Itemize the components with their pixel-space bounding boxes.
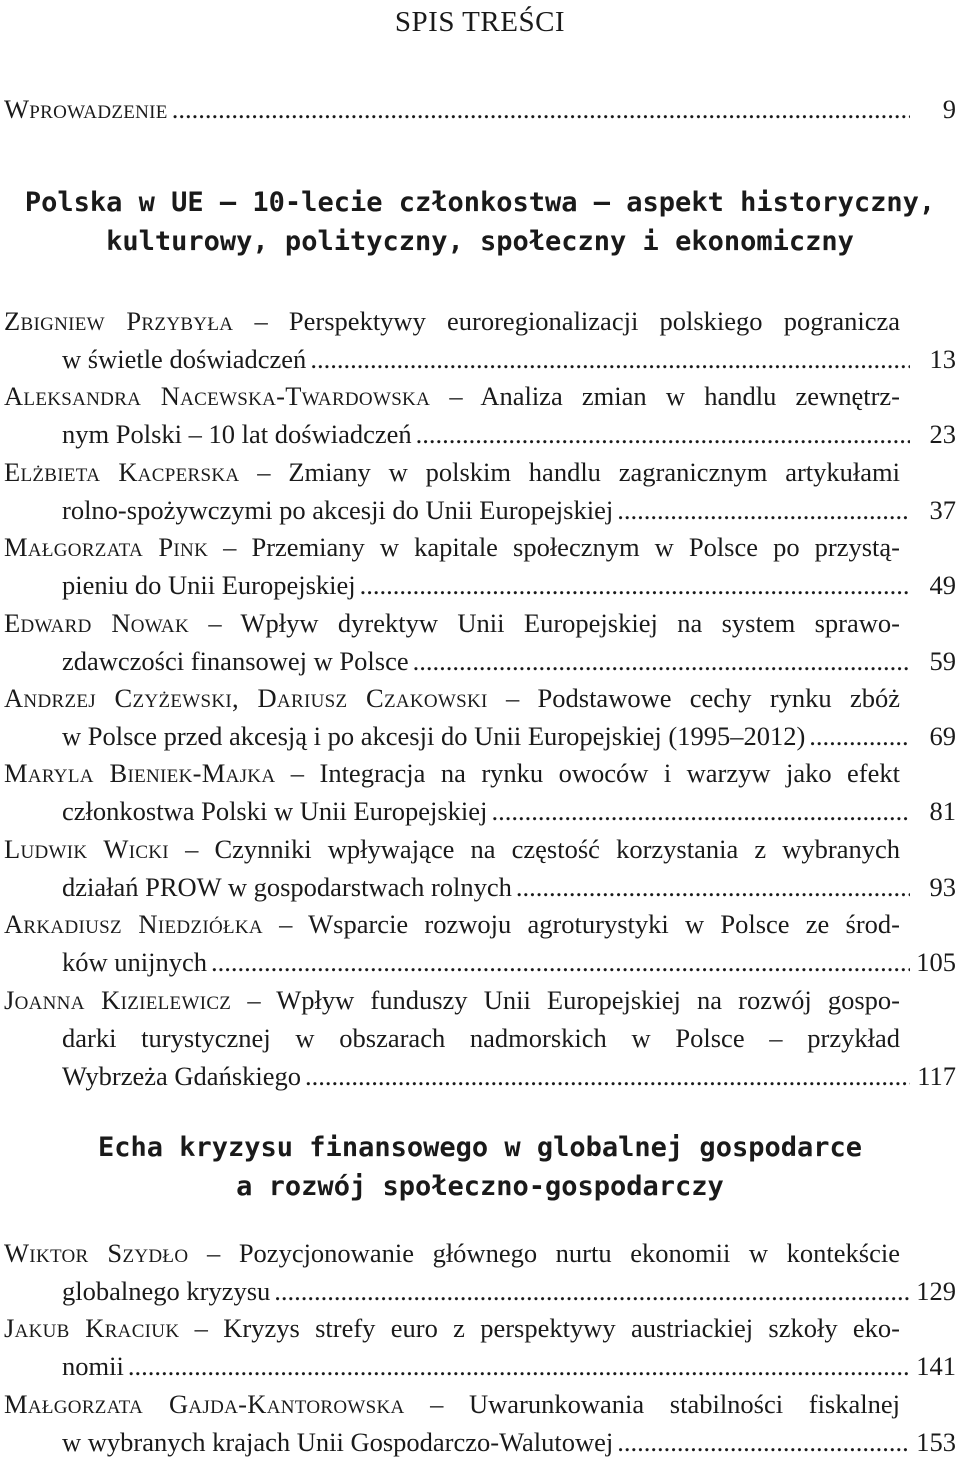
toc-entry[interactable] (4, 1385, 960, 1461)
toc-entry[interactable] (4, 1234, 960, 1310)
entry-author: Jakub Kraciuk (4, 1313, 180, 1344)
page-number: 117 (917, 1060, 956, 1091)
toc-entry[interactable] (4, 754, 960, 830)
entry-first-line: Wiktor Szydło – Pozycjonowanie głównego nurtu ekonomii w kontekście (4, 1238, 900, 1268)
page-number: 37 (929, 494, 956, 525)
toc-entry[interactable] (4, 679, 960, 755)
entry-title: Zmiany w polskim handlu zagranicznym artykułami (288, 456, 900, 487)
entry-author: Elżbieta Kacperska (4, 456, 240, 487)
page-number: 81 (929, 796, 956, 827)
entry-author: Aleksandra Nacewska-Twardowska (4, 381, 431, 412)
entry-title: Perspektywy euroregionalizacji polskiego pogranicza (288, 306, 900, 336)
entry-title: Kryzys strefy euro z perspektywy austriackiej szkoły eko- (223, 1313, 900, 1344)
entry-author: Małgorzata Gajda-Kantorowska (4, 1388, 405, 1419)
toc-entry[interactable] (4, 830, 960, 906)
entry-title-last: nym Polski – 10 lat doświadczeń (62, 419, 412, 450)
entry-first-line: Zbigniew Przybyła – Perspektywy euroregionalizacji polskiego pogranicza (4, 306, 900, 336)
page-title: SPIS TREŚCI (394, 6, 566, 38)
entry-title-last: w Polsce przed akcesją i po akcesji do Unii Europejskiej (1995–2012) (62, 721, 806, 751)
entry-author: Małgorzata Pink (4, 532, 209, 563)
page-number: 129 (916, 1276, 956, 1306)
page-number: 13 (929, 344, 956, 374)
entry-first-line: Arkadiusz Niedziółka – Wsparcie rozwoju agroturystyki w Polsce ze środ- (4, 909, 900, 940)
page-number: 105 (916, 947, 956, 978)
section-heading-1 (0, 183, 960, 261)
entry-first-line: Aleksandra Nacewska-Twardowska – Analiza zmian w handlu zewnętrz- (4, 381, 900, 412)
leader-dots (128, 1347, 910, 1385)
entry-author: Ludwik Wicki (4, 833, 169, 864)
entry-first-line: Andrzej Czyżewski, Dariusz Czakowski – Podstawowe cechy rynku zbóż (4, 683, 900, 713)
leader-dots (617, 1423, 910, 1461)
entry-title: Czynniki wpływające na częstość korzystania z wybranych (214, 833, 900, 864)
section-heading-line: Polska w UE – 10-lecie członkostwa – aspekt historyczny, (24, 187, 936, 218)
entry-author: Wiktor Szydło (4, 1238, 189, 1268)
entry-first-line: Edward Nowak – Wpływ dyrektyw Unii Europejskiej na system sprawo- (4, 607, 900, 638)
entry-first-line: Małgorzata Gajda-Kantorowska – Uwarunkowania stabilności fiskalnej (4, 1388, 900, 1419)
leader-dots (416, 415, 910, 453)
entry-first-line: Jakub Kraciuk – Kryzys strefy euro z perspektywy austriackiej szkoły eko- (4, 1313, 900, 1344)
entry-title-last: nomii (62, 1351, 124, 1382)
entry-first-line: Ludwik Wicki – Czynniki wpływające na częstość korzystania z wybranych (4, 833, 900, 864)
entry-title-last: globalnego kryzysu (62, 1276, 271, 1306)
leader-dots (809, 717, 910, 755)
section-heading-line: kulturowy, polityczny, społeczny i ekonomiczny (106, 226, 854, 257)
entry-author: Andrzej Czyżewski, Dariusz Czakowski (4, 683, 488, 713)
toc-entry[interactable] (4, 604, 960, 680)
page-number: 23 (929, 419, 956, 450)
page-number: 93 (929, 871, 956, 902)
entry-title-last: Wybrzeża Gdańskiego (62, 1060, 302, 1091)
entry-first-line: Małgorzata Pink – Przemiany w kapitale społecznym w Polsce po przystą- (4, 532, 900, 563)
entry-title-last: pieniu do Unii Europejskiej (62, 570, 356, 601)
leader-dots (172, 90, 910, 128)
leader-dots (516, 868, 910, 906)
entry-title: Pozycjonowanie głównego nurtu ekonomii w kontekście (238, 1238, 900, 1268)
section-heading-line: a rozwój społeczno-gospodarczy (236, 1171, 724, 1202)
entry-title: Analiza zmian w handlu zewnętrz- (480, 381, 900, 412)
toc-entry-intro[interactable] (4, 90, 960, 128)
entry-title-last: działań PROW w gospodarstwach rolnych (62, 871, 512, 902)
toc-entry[interactable] (4, 302, 960, 378)
toc-entry[interactable] (4, 905, 960, 981)
toc-entry[interactable] (4, 981, 960, 1095)
leader-dots (305, 1057, 910, 1095)
section-heading-2 (0, 1128, 960, 1206)
entry-title-last: zdawczości finansowej w Polsce (62, 645, 409, 676)
entry-title: Wsparcie rozwoju agroturystyki w Polsce ze środ- (308, 909, 900, 940)
leader-dots (413, 642, 910, 680)
entry-title: Uwarunkowania stabilności fiskalnej (469, 1388, 900, 1419)
intro-label: Wprowadzenie (4, 94, 168, 124)
toc-entry[interactable] (4, 377, 960, 453)
leader-dots (617, 491, 910, 529)
entry-title-last: w wybranych krajach Unii Gospodarczo-Walutowej (62, 1426, 614, 1457)
page-number: 69 (929, 721, 956, 751)
page-number: 9 (942, 94, 956, 124)
entry-author: Maryla Bieniek-Majka (4, 758, 276, 789)
entry-author: Arkadiusz Niedziółka (4, 909, 263, 940)
entry-title-last: w świetle doświadczeń (62, 344, 307, 374)
entry-first-line: Maryla Bieniek-Majka – Integracja na rynku owoców i warzyw jako efekt (4, 758, 900, 789)
entry-title: Integracja na rynku owoców i warzyw jako efekt (319, 758, 900, 789)
leader-dots (360, 566, 910, 604)
toc-entry[interactable] (4, 528, 960, 604)
entry-title-last: rolno-spożywczymi po akcesji do Unii Europejskiej (62, 494, 614, 525)
page-number: 49 (929, 570, 956, 601)
entry-title-last: ków unijnych (62, 947, 207, 978)
entry-title-last: członkostwa Polski w Unii Europejskiej (62, 796, 488, 827)
page-number: 59 (929, 645, 956, 676)
entry-first-line: Joanna Kizielewicz – Wpływ funduszy Unii Europejskiej na rozwój gospo- (4, 984, 900, 1015)
leader-dots (491, 792, 910, 830)
entry-title: Wpływ funduszy Unii Europejskiej na rozwój gospo- (276, 984, 900, 1015)
entry-author: Edward Nowak (4, 607, 189, 638)
toc-entry[interactable] (4, 453, 960, 529)
entry-author: Joanna Kizielewicz (4, 984, 232, 1015)
toc-entry[interactable] (4, 1309, 960, 1385)
entry-author: Zbigniew Przybyła (4, 306, 234, 336)
section-heading-line: Echa kryzysu finansowego w globalnej gospodarce (97, 1132, 862, 1163)
entry-title: Wpływ dyrektyw Unii Europejskiej na system sprawo- (240, 607, 900, 638)
leader-dots (274, 1272, 910, 1310)
page-number: 141 (916, 1351, 956, 1382)
entry-title: Przemiany w kapitale społecznym w Polsce po przystą- (251, 532, 900, 563)
entry-title-continued: darki turystycznej w obszarach nadmorskich w Polsce – przykład (62, 1022, 900, 1053)
entry-first-line: Elżbieta Kacperska – Zmiany w polskim handlu zagranicznym artykułami (4, 456, 900, 487)
entry-title: Podstawowe cechy rynku zbóż (537, 683, 900, 713)
page-number: 153 (916, 1426, 956, 1457)
leader-dots (211, 943, 910, 981)
leader-dots (310, 340, 910, 378)
